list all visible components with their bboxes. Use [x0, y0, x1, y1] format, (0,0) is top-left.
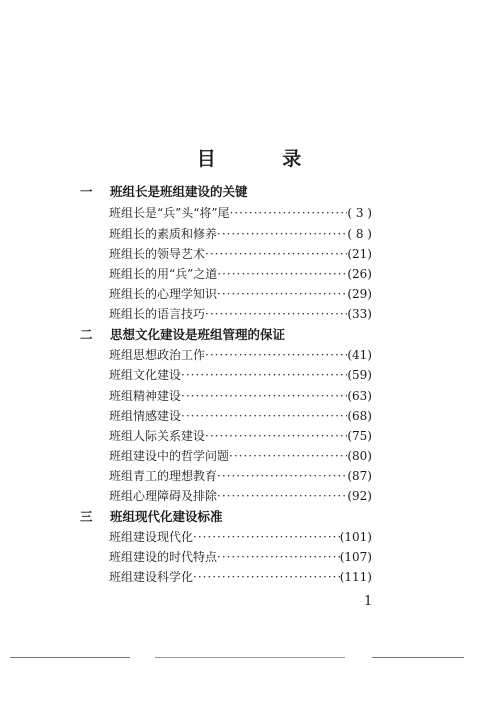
entry-page: (63)	[347, 389, 372, 403]
entry-title: 班组长的语言技巧	[109, 307, 206, 321]
dot-leader	[217, 469, 347, 483]
scan-edge-line	[372, 657, 464, 658]
entry-title: 班组建设中的哲学问题	[109, 449, 230, 463]
entry-page: (26)	[347, 267, 372, 281]
dot-leader	[230, 206, 348, 220]
section-number: 三	[80, 509, 93, 524]
dot-leader	[181, 368, 347, 382]
toc-title: 目 录	[196, 148, 332, 170]
entry-page: (92)	[347, 489, 372, 503]
dot-leader	[193, 570, 340, 584]
dot-leader	[193, 530, 340, 544]
section-title: 班组长是班组建设的关键	[110, 184, 248, 199]
dot-leader	[217, 489, 347, 503]
entry-title: 班组长的素质和修养	[109, 227, 218, 241]
entry-page: (29)	[347, 287, 372, 301]
entry-title: 班组情感建设	[109, 409, 182, 423]
toc-entry	[109, 407, 372, 424]
section-heading-2	[80, 325, 285, 343]
entry-page: (41)	[347, 348, 372, 362]
entry-page: (87)	[347, 469, 372, 483]
section-number: 二	[80, 327, 93, 342]
toc-entry	[109, 265, 372, 282]
entry-page: (21)	[347, 247, 372, 261]
dot-leader	[217, 227, 347, 241]
toc-entry	[109, 467, 372, 484]
entry-title: 班组精神建设	[109, 389, 182, 403]
dot-leader	[181, 389, 347, 403]
dot-leader	[205, 307, 347, 321]
toc-entry	[109, 204, 372, 221]
toc-entry	[109, 568, 372, 585]
entry-page: ( 3 )	[347, 206, 372, 220]
entry-title: 班组建设现代化	[109, 530, 194, 544]
page-number: 1	[364, 594, 373, 609]
entry-title: 班组青工的理想教育	[109, 469, 218, 483]
toc-entry	[109, 366, 372, 383]
entry-page: (59)	[347, 368, 372, 382]
entry-title: 班组建设的时代特点	[109, 550, 218, 564]
entry-page: (111)	[339, 570, 372, 584]
entry-title: 班组长是“兵”头“将”尾	[109, 206, 230, 220]
toc-entry	[109, 285, 372, 302]
dot-leader	[205, 247, 347, 261]
entry-title: 班组人际关系建设	[109, 429, 206, 443]
toc-entry	[109, 487, 372, 504]
entry-title: 班组建设科学化	[109, 570, 194, 584]
entry-page: (80)	[347, 449, 372, 463]
dot-leader	[217, 287, 347, 301]
entry-title: 班组思想政治工作	[109, 348, 206, 362]
entry-title: 班组长的领导艺术	[109, 247, 206, 261]
section-number: 一	[80, 184, 93, 199]
toc-entry	[109, 447, 372, 464]
scan-edge-line	[155, 657, 345, 658]
entry-page: (68)	[347, 409, 372, 423]
scan-edge-line	[10, 657, 130, 658]
section-title: 班组现代化建设标准	[110, 509, 223, 524]
entry-title: 班组长的用“兵”之道	[109, 267, 218, 281]
entry-page: (107)	[339, 550, 372, 564]
toc-entry	[109, 387, 372, 404]
dot-leader	[217, 267, 347, 281]
entry-title: 班组心理障碍及排除	[109, 489, 218, 503]
section-heading-3	[80, 507, 223, 525]
entry-page: ( 8 )	[347, 227, 372, 241]
entry-title: 班组长的心理学知识	[109, 287, 218, 301]
entry-page: (33)	[347, 307, 372, 321]
toc-entry	[109, 245, 372, 262]
dot-leader	[181, 409, 347, 423]
entry-page: (75)	[347, 429, 372, 443]
toc-entry	[109, 548, 372, 565]
dot-leader	[217, 550, 340, 564]
dot-leader	[205, 429, 347, 443]
section-title: 思想文化建设是班组管理的保证	[110, 327, 286, 342]
entry-title: 班组文化建设	[109, 368, 182, 382]
toc-entry	[109, 346, 372, 363]
toc-entry	[109, 225, 372, 242]
toc-entry	[109, 305, 372, 322]
dot-leader	[205, 348, 347, 362]
dot-leader	[229, 449, 347, 463]
section-heading-1	[80, 182, 248, 200]
toc-entry	[109, 427, 372, 444]
entry-page: (101)	[339, 530, 372, 544]
toc-entry	[109, 528, 372, 545]
